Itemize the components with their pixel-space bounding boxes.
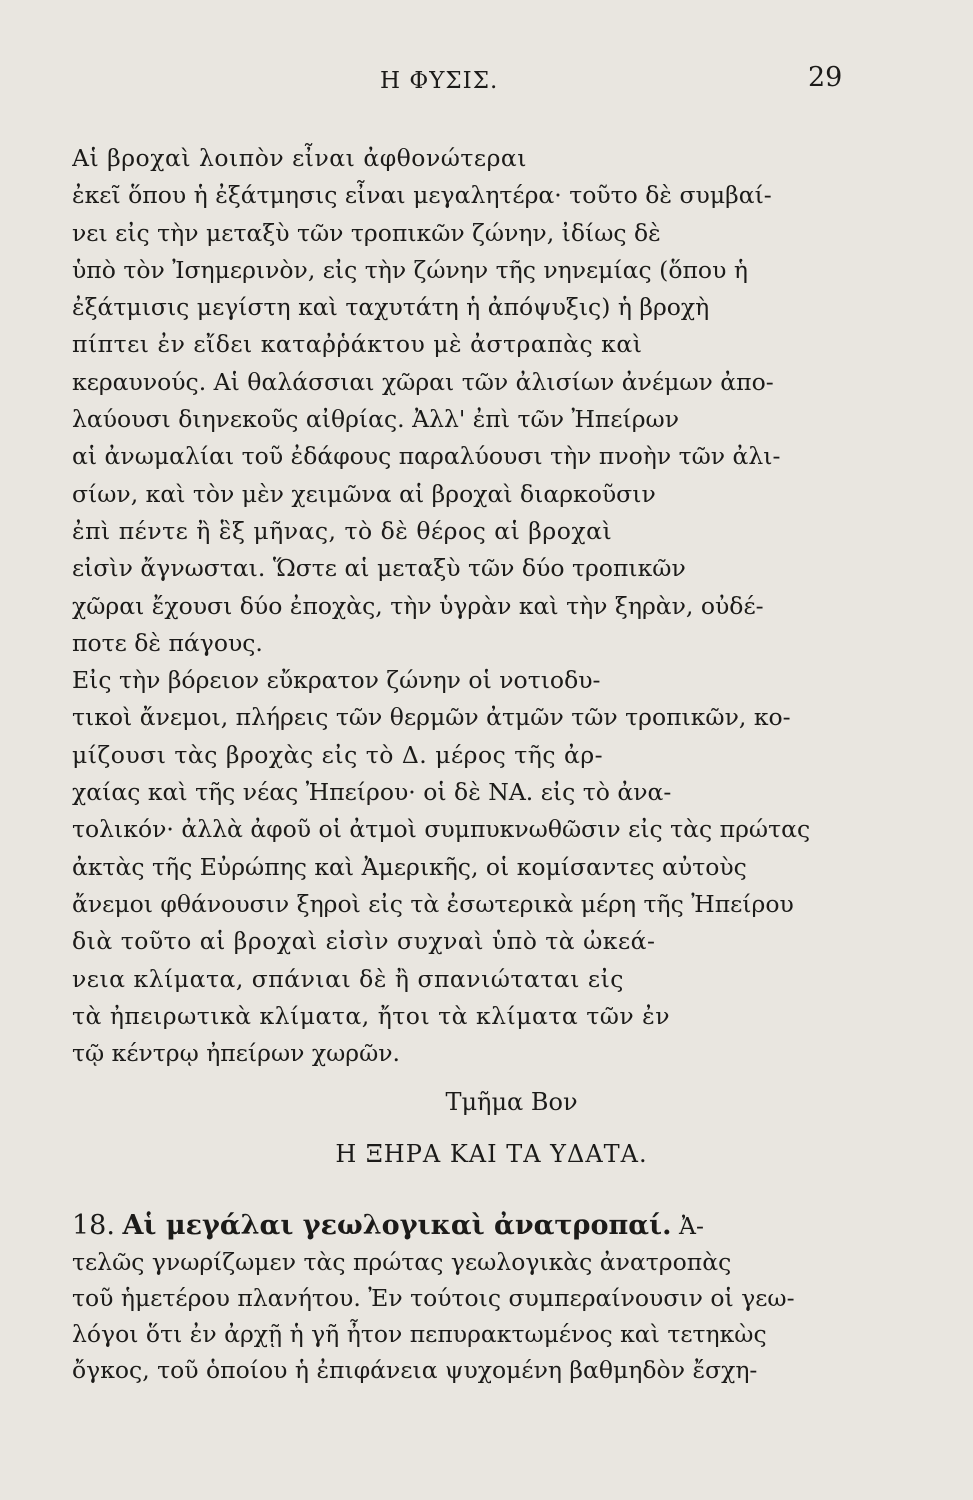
section-label: Τμῆμα Βον bbox=[445, 1088, 578, 1116]
paragraph-heading: Αἱ μεγάλαι γεωλογικαὶ ἀνατροπαί. bbox=[122, 1210, 672, 1241]
text-line: διὰ τοῦτο αἱ βροχαὶ εἰσὶν συχναὶ ὑπὸ τὰ ὠκεά- bbox=[72, 927, 656, 956]
text-line: ἀκτὰς τῆς Εὐρώπης καὶ Ἀμερικῆς, οἱ κομίσαντες αὐτοὺς bbox=[72, 852, 747, 881]
text-line: ἐπὶ πέντε ἢ ἓξ μῆνας, τὸ δὲ θέρος αἱ βροχαὶ bbox=[72, 516, 613, 545]
paragraph-number: 18. bbox=[72, 1210, 115, 1241]
text-line: χῶραι ἔχουσι δύο ἐποχὰς, τὴν ὑγρὰν καὶ τὴν ξηρὰν, οὐδέ- bbox=[72, 591, 764, 620]
text-line: τελῶς γνωρίζωμεν τὰς πρώτας γεωλογικὰς ἀνατροπὰς bbox=[72, 1248, 732, 1276]
text-line: ἐξάτμισις μεγίστη καὶ ταχυτάτη ἡ ἀπόψυξις) ἡ βροχὴ bbox=[72, 293, 710, 322]
text-line: σίων, καὶ τὸν μὲν χειμῶνα αἱ βροχαὶ διαρκοῦσιν bbox=[72, 479, 656, 508]
text-line: τὰ ἠπειρωτικὰ κλίματα, ἤτοι τὰ κλίματα τῶν ἐν bbox=[72, 1001, 671, 1030]
paragraph-first-line-rest: Ἀ- bbox=[678, 1212, 704, 1240]
paragraph-heading-line bbox=[72, 1208, 872, 1244]
text-line: πίπτει ἐν εἴδει καταῤῥάκτου μὲ ἀστραπὰς καὶ bbox=[72, 330, 643, 359]
text-line: ποτε δὲ πάγους. bbox=[72, 628, 263, 657]
section-1-text bbox=[72, 140, 862, 1072]
section-title: Η ΞΗΡΑ ΚΑΙ ΤΑ ΥΔΑΤΑ. bbox=[335, 1140, 648, 1168]
text-line: μίζουσι τὰς βροχὰς εἰς τὸ Δ. μέρος τῆς ἀρ- bbox=[72, 740, 604, 769]
text-line: λόγοι ὅτι ἐν ἀρχῇ ἡ γῆ ἦτον πεπυρακτωμένος καὶ τετηκὼς bbox=[72, 1320, 767, 1348]
text-line: νεια κλίματα, σπάνιαι δὲ ἢ σπανιώταται εἰς bbox=[72, 964, 624, 993]
text-line: λαύουσι διηνεκοῦς αἰθρίας. Ἀλλ' ἐπὶ τῶν Ἠπείρων bbox=[72, 405, 679, 434]
text-line: ἐκεῖ ὅπου ἡ ἐξάτμησις εἶναι μεγαλητέρα· τοῦτο δὲ συμβαί- bbox=[72, 181, 772, 210]
running-title: Η ΦΥΣΙΣ. bbox=[380, 68, 499, 94]
text-line: νει εἰς τὴν μεταξὺ τῶν τροπικῶν ζώνην, ἰδίως δὲ bbox=[72, 218, 661, 247]
page-number: 29 bbox=[808, 62, 843, 93]
text-line: ὄγκος, τοῦ ὁποίου ἡ ἐπιφάνεια ψυχομένη βαθμηδὸν ἔσχη- bbox=[72, 1356, 758, 1384]
text-line: τικοὶ ἄνεμοι, πλήρεις τῶν θερμῶν ἀτμῶν τῶν τροπικῶν, κο- bbox=[72, 703, 791, 732]
text-line: τολικόν· ἀλλὰ ἀφοῦ οἱ ἀτμοὶ συμπυκνωθῶσιν εἰς τὰς πρώτας bbox=[72, 815, 811, 844]
text-line: ἄνεμοι φθάνουσιν ξηροὶ εἰς τὰ ἐσωτερικὰ μέρη τῆς Ἠπείρου bbox=[72, 889, 794, 918]
text-line: τῷ κέντρῳ ἠπείρων χωρῶν. bbox=[72, 1039, 401, 1068]
text-line: χαίας καὶ τῆς νέας Ἠπείρου· οἱ δὲ ΝΑ. εἰς τὸ ἀνα- bbox=[72, 778, 672, 807]
text-line: Εἰς τὴν βόρειον εὔκρατον ζώνην οἱ νοτιοδυ- bbox=[72, 666, 601, 695]
text-line: ὑπὸ τὸν Ἰσημερινὸν, εἰς τὴν ζώνην τῆς νηνεμίας (ὅπου ἡ bbox=[72, 255, 748, 284]
text-line: κεραυνούς. Αἱ θαλάσσιαι χῶραι τῶν ἀλισίων ἀνέμων ἀπο- bbox=[72, 367, 774, 396]
paragraph-18 bbox=[72, 1208, 872, 1388]
text-line: Αἱ βροχαὶ λοιπὸν εἶναι ἀφθονώτεραι bbox=[72, 144, 527, 172]
running-head bbox=[0, 62, 973, 102]
text-line: εἰσὶν ἄγνωσται. Ὥστε αἱ μεταξὺ τῶν δύο τροπικῶν bbox=[72, 554, 686, 583]
text-line: αἱ ἀνωμαλίαι τοῦ ἐδάφους παραλύουσι τὴν πνοὴν τῶν ἀλι- bbox=[72, 442, 781, 471]
text-line: τοῦ ἡμετέρου πλανήτου. Ἐν τούτοις συμπεραίνουσιν οἱ γεω- bbox=[72, 1284, 795, 1312]
